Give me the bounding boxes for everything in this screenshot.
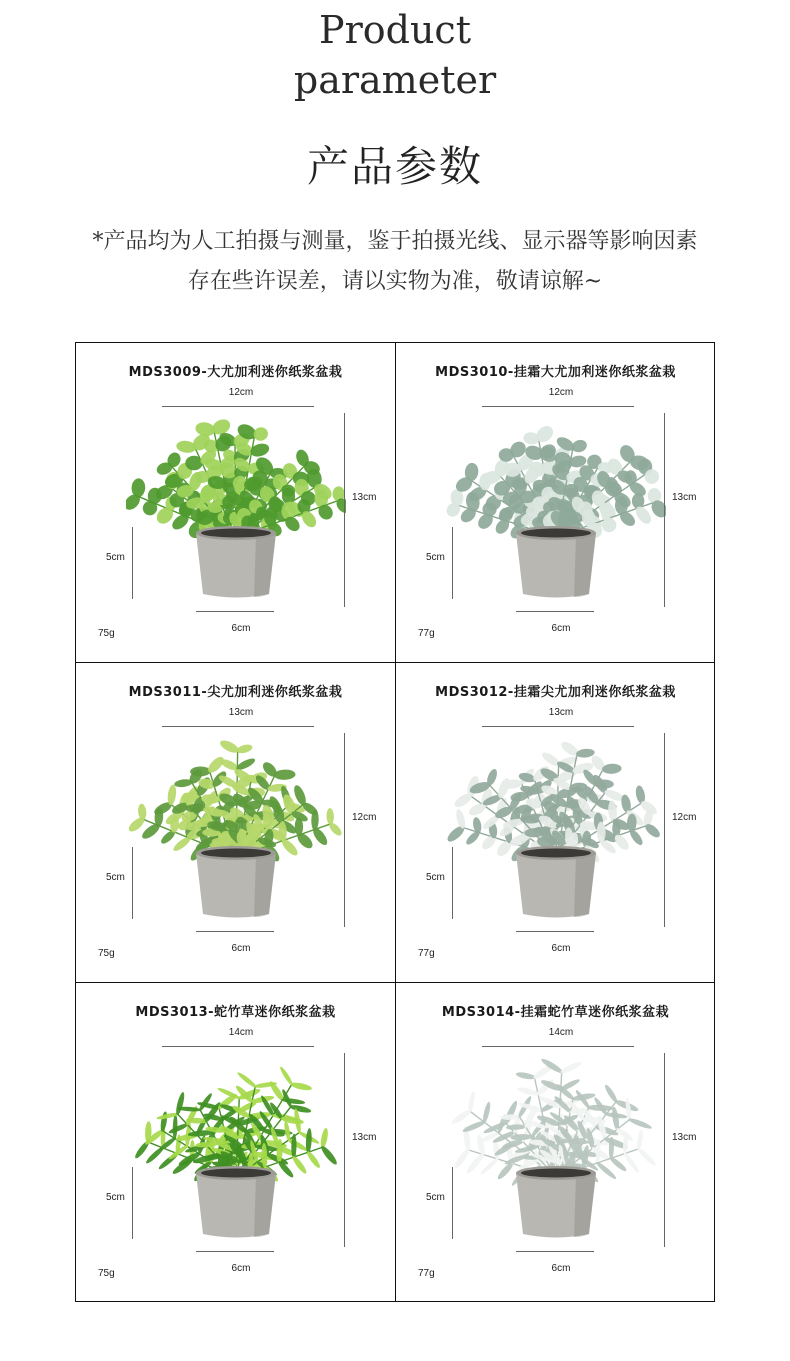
product-card: [76, 983, 395, 1302]
pot-height-label: 5cm: [426, 872, 445, 883]
product-title: MDS3014-挂霜蛇竹草迷你纸浆盆栽: [441, 1005, 670, 1020]
weight-label: 75g: [98, 628, 115, 639]
height-dimension-line: [344, 413, 345, 607]
product-card: [76, 343, 395, 662]
pot-height-label: 5cm: [106, 872, 125, 883]
height-dimension-line: [344, 733, 345, 927]
width-dimension-line: [162, 726, 314, 727]
width-dimension-line: [162, 1046, 314, 1047]
width-dimension-line: [482, 726, 634, 727]
base-width-label: 6cm: [231, 623, 251, 634]
base-dimension-line: [516, 611, 594, 612]
plant-image: [126, 1049, 346, 1249]
base-width-label: 6cm: [551, 943, 571, 954]
weight-label: 75g: [98, 1268, 115, 1279]
base-dimension-line: [196, 1251, 274, 1252]
weight-label: 77g: [418, 1268, 435, 1279]
product-card: [396, 983, 715, 1302]
pot-height-label: 5cm: [106, 1192, 125, 1203]
pot-height-dimension-line: [132, 527, 133, 599]
height-label: 12cm: [352, 812, 377, 823]
pot-height-dimension-line: [452, 527, 453, 599]
pot-height-label: 5cm: [106, 552, 125, 563]
base-dimension-line: [516, 1251, 594, 1252]
width-label: 12cm: [228, 387, 254, 398]
title-english-line1: Product: [319, 8, 471, 52]
width-label: 12cm: [548, 387, 574, 398]
height-label: 13cm: [672, 1132, 697, 1143]
base-dimension-line: [516, 931, 594, 932]
product-title: MDS3011-尖尤加利迷你纸浆盆栽: [128, 685, 343, 700]
base-dimension-line: [196, 931, 274, 932]
product-title: MDS3012-挂霜尖尤加利迷你纸浆盆栽: [435, 685, 676, 700]
disclaimer-line2: 存在些许误差，请以实物为准，敬请谅解~: [187, 269, 603, 294]
pot-height-label: 5cm: [426, 1192, 445, 1203]
width-label: 14cm: [548, 1027, 574, 1038]
pot-height-dimension-line: [452, 1167, 453, 1239]
height-label: 13cm: [352, 492, 377, 503]
plant-image: [126, 729, 346, 929]
width-dimension-line: [162, 406, 314, 407]
pot-height-label: 5cm: [426, 552, 445, 563]
height-dimension-line: [664, 413, 665, 607]
weight-label: 77g: [418, 948, 435, 959]
height-label: 13cm: [672, 492, 697, 503]
title-english-line2: parameter: [293, 58, 497, 102]
plant-image: [446, 409, 666, 609]
height-dimension-line: [344, 1053, 345, 1247]
plant-image: [446, 729, 666, 929]
base-width-label: 6cm: [231, 943, 251, 954]
product-card: [396, 343, 715, 662]
disclaimer-line1: *产品均为人工拍摄与测量，鉴于拍摄光线、显示器等影响因素: [92, 229, 698, 254]
plant-image: [446, 1049, 666, 1249]
product-title: MDS3013-蛇竹草迷你纸浆盆栽: [135, 1005, 336, 1020]
height-dimension-line: [664, 733, 665, 927]
product-grid: [75, 342, 715, 1302]
product-title: MDS3010-挂霜大尤加利迷你纸浆盆栽: [435, 365, 676, 380]
width-dimension-line: [482, 1046, 634, 1047]
base-dimension-line: [196, 611, 274, 612]
product-title: MDS3009-大尤加利迷你纸浆盆栽: [128, 365, 343, 380]
pot-height-dimension-line: [132, 1167, 133, 1239]
height-label: 13cm: [352, 1132, 377, 1143]
width-dimension-line: [482, 406, 634, 407]
title-chinese: 产品参数: [306, 142, 483, 191]
base-width-label: 6cm: [551, 1263, 571, 1274]
base-width-label: 6cm: [551, 623, 571, 634]
weight-label: 77g: [418, 628, 435, 639]
width-label: 14cm: [228, 1027, 254, 1038]
pot-height-dimension-line: [132, 847, 133, 919]
weight-label: 75g: [98, 948, 115, 959]
product-card: [396, 663, 715, 982]
base-width-label: 6cm: [231, 1263, 251, 1274]
height-dimension-line: [664, 1053, 665, 1247]
product-card: [76, 663, 395, 982]
width-label: 13cm: [548, 707, 574, 718]
plant-image: [126, 409, 346, 609]
pot-height-dimension-line: [452, 847, 453, 919]
width-label: 13cm: [228, 707, 254, 718]
height-label: 12cm: [672, 812, 697, 823]
